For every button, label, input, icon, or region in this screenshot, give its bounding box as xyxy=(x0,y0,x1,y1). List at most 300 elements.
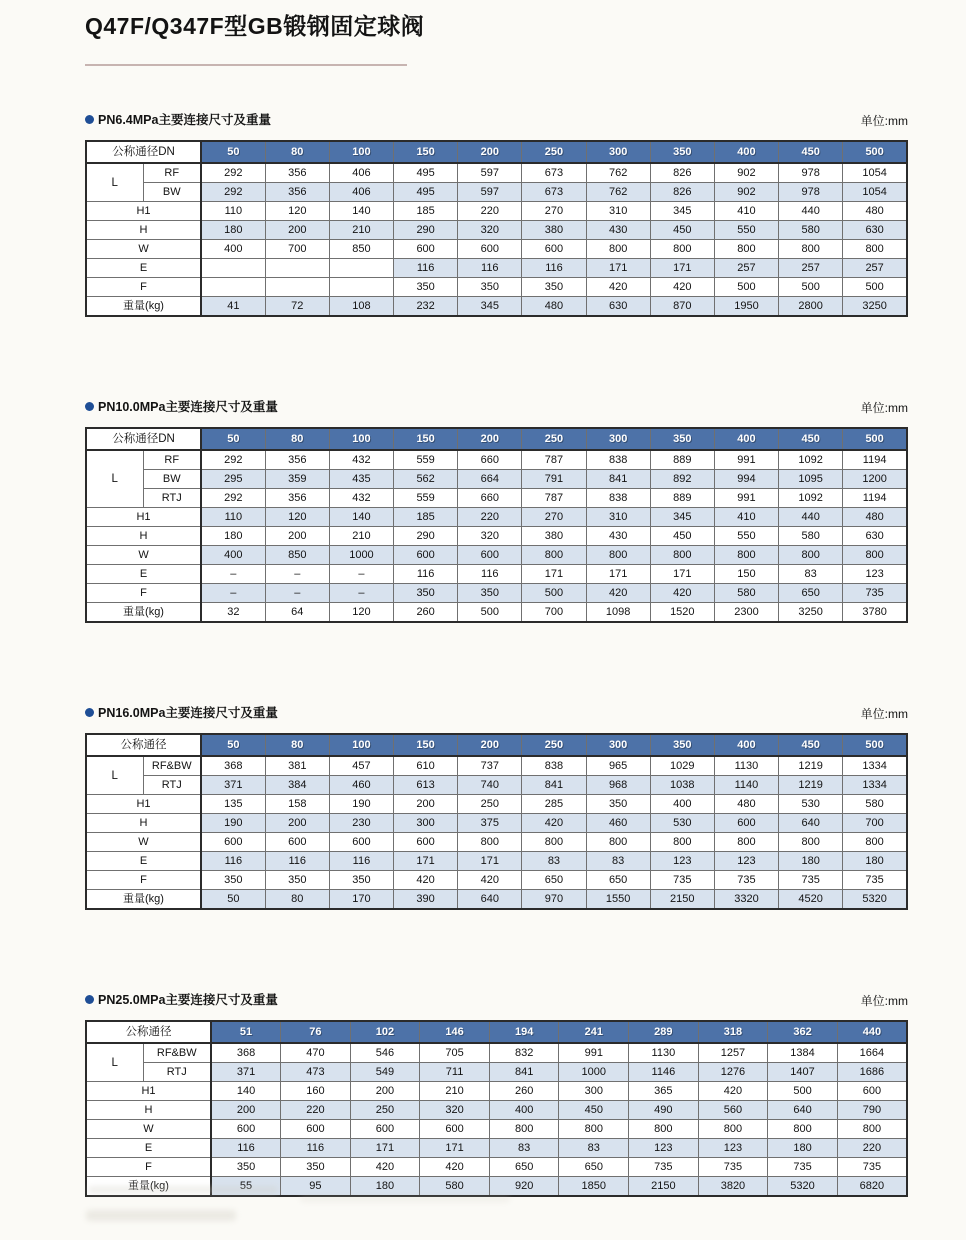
table-cell: 432 xyxy=(329,489,393,508)
table-cell: 420 xyxy=(650,584,714,603)
table-cell: 5320 xyxy=(768,1177,838,1197)
table-cell: 3320 xyxy=(714,890,778,910)
table-cell: 140 xyxy=(211,1082,281,1101)
table-cell: 838 xyxy=(586,489,650,508)
table-cell: 711 xyxy=(420,1063,490,1082)
table-cell: 4520 xyxy=(779,890,843,910)
table-cell: 380 xyxy=(522,221,586,240)
table-row xyxy=(86,1120,907,1139)
table-cell: 171 xyxy=(394,852,458,871)
table-cell: 260 xyxy=(489,1082,559,1101)
table-cell: 700 xyxy=(522,603,586,623)
table-cell: 257 xyxy=(779,259,843,278)
row-label: F xyxy=(86,278,201,297)
row-label: H1 xyxy=(86,795,201,814)
row-label: F xyxy=(86,1158,211,1177)
column-header: 80 xyxy=(265,428,329,450)
table-cell: 460 xyxy=(329,776,393,795)
table-cell: 230 xyxy=(329,814,393,833)
table-cell: – xyxy=(265,565,329,584)
table-cell: 158 xyxy=(265,795,329,814)
table-cell: 350 xyxy=(265,871,329,890)
table-cell: 600 xyxy=(394,833,458,852)
table-cell: 3250 xyxy=(779,603,843,623)
row-label: 重量(kg) xyxy=(86,1177,211,1197)
column-header: 51 xyxy=(211,1021,281,1043)
table-cell: 800 xyxy=(837,1120,907,1139)
table-cell: 800 xyxy=(629,1120,699,1139)
table-row xyxy=(86,278,907,297)
table-cell: 371 xyxy=(201,776,265,795)
table-cell: 640 xyxy=(779,814,843,833)
table-cell: 180 xyxy=(779,852,843,871)
table-cell: 170 xyxy=(329,890,393,910)
table-cell: 762 xyxy=(586,183,650,202)
table-cell: 250 xyxy=(350,1101,420,1120)
table-cell: 800 xyxy=(586,240,650,259)
table-row xyxy=(86,527,907,546)
row-label: RF&BW xyxy=(143,756,201,776)
table-cell: 800 xyxy=(522,833,586,852)
table-cell: 95 xyxy=(281,1177,351,1197)
section-title xyxy=(85,397,278,416)
table-cell: 210 xyxy=(420,1082,490,1101)
table-cell: 160 xyxy=(281,1082,351,1101)
column-header: 250 xyxy=(522,734,586,756)
row-label: 重量(kg) xyxy=(86,603,201,623)
table-cell: 1276 xyxy=(698,1063,768,1082)
table-cell: 549 xyxy=(350,1063,420,1082)
table-cell: 1092 xyxy=(779,489,843,508)
table-cell: 735 xyxy=(629,1158,699,1177)
column-header: 241 xyxy=(559,1021,629,1043)
table-cell: 580 xyxy=(714,584,778,603)
table-cell: 320 xyxy=(458,527,522,546)
table-cell: 490 xyxy=(629,1101,699,1120)
bullet-icon xyxy=(85,402,94,411)
table-cell: 295 xyxy=(201,470,265,489)
table-cell: 356 xyxy=(265,183,329,202)
table-cell: 705 xyxy=(420,1043,490,1063)
table-cell: 735 xyxy=(698,1158,768,1177)
table-cell: 1146 xyxy=(629,1063,699,1082)
table-row xyxy=(86,814,907,833)
column-header: 318 xyxy=(698,1021,768,1043)
table-cell: 310 xyxy=(586,508,650,527)
table-cell: 500 xyxy=(458,603,522,623)
table-cell: 180 xyxy=(201,527,265,546)
table-cell: 365 xyxy=(629,1082,699,1101)
table-cell: 320 xyxy=(458,221,522,240)
table-slot xyxy=(85,427,908,623)
table-cell: 735 xyxy=(768,1158,838,1177)
table-cell: 791 xyxy=(522,470,586,489)
row-label: H xyxy=(86,221,201,240)
table-cell xyxy=(265,259,329,278)
table-row xyxy=(86,565,907,584)
table-cell: 345 xyxy=(458,297,522,317)
table-cell: 1130 xyxy=(714,756,778,776)
table-cell: 994 xyxy=(714,470,778,489)
table-row xyxy=(86,833,907,852)
group-label-cell: L xyxy=(86,163,143,202)
table-cell: 83 xyxy=(489,1139,559,1158)
table-cell: 970 xyxy=(522,890,586,910)
table-cell: 2150 xyxy=(650,890,714,910)
table-cell: 480 xyxy=(714,795,778,814)
column-header: 200 xyxy=(458,734,522,756)
table-cell: 600 xyxy=(458,240,522,259)
table-cell: 1000 xyxy=(329,546,393,565)
table-cell: 41 xyxy=(201,297,265,317)
table-cell: 630 xyxy=(843,527,907,546)
table-cell: 250 xyxy=(458,795,522,814)
table-cell: 116 xyxy=(211,1139,281,1158)
table-cell: 600 xyxy=(201,833,265,852)
table-cell: 495 xyxy=(394,163,458,183)
table-cell: 500 xyxy=(522,584,586,603)
table-cell: 180 xyxy=(843,852,907,871)
column-header: 350 xyxy=(650,428,714,450)
table-cell: 800 xyxy=(714,833,778,852)
table-row xyxy=(86,450,907,470)
table-cell: 83 xyxy=(522,852,586,871)
table-cell: 600 xyxy=(329,833,393,852)
table-row xyxy=(86,470,907,489)
table-cell xyxy=(201,259,265,278)
table-cell: 800 xyxy=(843,546,907,565)
table-cell: 450 xyxy=(559,1101,629,1120)
table-cell: 800 xyxy=(843,240,907,259)
table-cell: 5320 xyxy=(843,890,907,910)
table-row xyxy=(86,890,907,910)
table-cell: 171 xyxy=(586,259,650,278)
table-cell: 350 xyxy=(394,584,458,603)
section-pn10-0 xyxy=(85,397,908,623)
table-cell: 3250 xyxy=(843,297,907,317)
table-row xyxy=(86,221,907,240)
table-cell: 735 xyxy=(843,871,907,890)
section-title xyxy=(85,990,278,1009)
table-cell: 120 xyxy=(329,603,393,623)
table-cell: 1257 xyxy=(698,1043,768,1063)
table-cell: 171 xyxy=(586,565,650,584)
table-cell: 841 xyxy=(586,470,650,489)
group-label-cell: L xyxy=(86,756,143,795)
table-cell: 116 xyxy=(265,852,329,871)
row-label: F xyxy=(86,871,201,890)
table-cell: 116 xyxy=(394,565,458,584)
table-cell: 838 xyxy=(522,756,586,776)
table-cell: 356 xyxy=(265,450,329,470)
table-cell: 350 xyxy=(586,795,650,814)
table-cell: 171 xyxy=(650,259,714,278)
row-label: E xyxy=(86,1139,211,1158)
table-cell: 991 xyxy=(559,1043,629,1063)
row-label: H xyxy=(86,1101,211,1120)
table-cell: 210 xyxy=(329,527,393,546)
table-cell: 450 xyxy=(650,527,714,546)
table-cell: 841 xyxy=(522,776,586,795)
table-cell: 889 xyxy=(650,489,714,508)
table-cell: 660 xyxy=(458,450,522,470)
bullet-icon xyxy=(85,708,94,717)
table-cell: 350 xyxy=(458,584,522,603)
table-cell: 300 xyxy=(394,814,458,833)
table-cell: 200 xyxy=(350,1082,420,1101)
table-cell: 400 xyxy=(650,795,714,814)
table-cell: 787 xyxy=(522,489,586,508)
table-cell: 613 xyxy=(394,776,458,795)
column-header: 300 xyxy=(586,141,650,163)
column-header: 450 xyxy=(779,734,843,756)
table-cell: – xyxy=(329,565,393,584)
table-cell: 300 xyxy=(559,1082,629,1101)
table-cell: 800 xyxy=(650,240,714,259)
table-cell: 580 xyxy=(420,1177,490,1197)
column-header: 350 xyxy=(650,141,714,163)
row-label: 重量(kg) xyxy=(86,297,201,317)
table-cell: 1054 xyxy=(843,183,907,202)
table-cell: 116 xyxy=(329,852,393,871)
column-header: 500 xyxy=(843,734,907,756)
table-cell: 800 xyxy=(698,1120,768,1139)
column-header: 450 xyxy=(779,428,843,450)
table-cell: 64 xyxy=(265,603,329,623)
table-cell: 580 xyxy=(779,527,843,546)
table-row xyxy=(86,489,907,508)
row-label: W xyxy=(86,546,201,565)
table-cell: 1219 xyxy=(779,756,843,776)
table-cell: 673 xyxy=(522,183,586,202)
column-header: 50 xyxy=(201,734,265,756)
dimension-table xyxy=(85,140,908,317)
table-cell: 700 xyxy=(265,240,329,259)
table-cell: 500 xyxy=(768,1082,838,1101)
table-cell: 350 xyxy=(458,278,522,297)
table-cell: 440 xyxy=(779,202,843,221)
table-cell: 368 xyxy=(211,1043,281,1063)
table-row xyxy=(86,1139,907,1158)
table-cell: 432 xyxy=(329,450,393,470)
table-cell: 800 xyxy=(586,833,650,852)
column-header: 80 xyxy=(265,141,329,163)
column-header: 250 xyxy=(522,141,586,163)
column-header: 362 xyxy=(768,1021,838,1043)
table-cell: 400 xyxy=(201,546,265,565)
table-cell: 630 xyxy=(586,297,650,317)
table-cell: 257 xyxy=(843,259,907,278)
table-cell: 368 xyxy=(201,756,265,776)
column-header: 100 xyxy=(329,734,393,756)
table-cell: 841 xyxy=(489,1063,559,1082)
table-cell: 140 xyxy=(329,508,393,527)
unit-label: 单位:mm xyxy=(860,707,908,721)
table-cell: 1095 xyxy=(779,470,843,489)
row-label: F xyxy=(86,584,201,603)
table-cell: 640 xyxy=(458,890,522,910)
table-cell: 2150 xyxy=(629,1177,699,1197)
table-cell: 800 xyxy=(714,240,778,259)
table-cell: 220 xyxy=(837,1139,907,1158)
column-header: 450 xyxy=(779,141,843,163)
section-title xyxy=(85,703,278,722)
table-cell: 123 xyxy=(650,852,714,871)
table-cell: 345 xyxy=(650,202,714,221)
table-cell: 559 xyxy=(394,489,458,508)
table-cell: 171 xyxy=(458,852,522,871)
column-header: 400 xyxy=(714,141,778,163)
table-corner-header: 公称通径DN xyxy=(86,428,201,450)
table-row xyxy=(86,259,907,278)
table-cell: 123 xyxy=(843,565,907,584)
unit-label: 单位:mm xyxy=(860,401,908,415)
table-cell: 430 xyxy=(586,527,650,546)
table-cell: 600 xyxy=(394,546,458,565)
table-cell: 220 xyxy=(281,1101,351,1120)
table-cell: 381 xyxy=(265,756,329,776)
table-row xyxy=(86,603,907,623)
table-cell: 800 xyxy=(768,1120,838,1139)
table-cell: 190 xyxy=(201,814,265,833)
row-label: W xyxy=(86,833,201,852)
table-row xyxy=(86,871,907,890)
table-row xyxy=(86,852,907,871)
table-cell: 190 xyxy=(329,795,393,814)
column-header: 500 xyxy=(843,141,907,163)
table-cell: 420 xyxy=(458,871,522,890)
table-cell: 787 xyxy=(522,450,586,470)
table-cell: 420 xyxy=(698,1082,768,1101)
row-label: RF&BW xyxy=(143,1043,211,1063)
table-cell: 550 xyxy=(714,221,778,240)
table-cell: 1054 xyxy=(843,163,907,183)
table-cell: 123 xyxy=(698,1139,768,1158)
table-slot xyxy=(85,140,908,317)
row-label: E xyxy=(86,565,201,584)
section-title-text: PN6.4MPa主要连接尺寸及重量 xyxy=(98,113,271,127)
table-cell: 292 xyxy=(201,489,265,508)
table-cell: 135 xyxy=(201,795,265,814)
table-cell: 473 xyxy=(281,1063,351,1082)
table-cell: 120 xyxy=(265,508,329,527)
table-cell: 838 xyxy=(586,450,650,470)
table-cell: 480 xyxy=(843,202,907,221)
table-cell: 356 xyxy=(265,489,329,508)
table-cell: 220 xyxy=(458,508,522,527)
table-slot xyxy=(85,1020,908,1197)
table-cell: 1334 xyxy=(843,756,907,776)
table-cell: 270 xyxy=(522,202,586,221)
table-cell: 560 xyxy=(698,1101,768,1120)
table-row xyxy=(86,508,907,527)
table-cell: 597 xyxy=(458,183,522,202)
table-cell: 480 xyxy=(843,508,907,527)
table-cell: 257 xyxy=(714,259,778,278)
table-cell: 600 xyxy=(394,240,458,259)
column-header: 200 xyxy=(458,141,522,163)
table-cell: 735 xyxy=(779,871,843,890)
table-row xyxy=(86,240,907,259)
table-cell: 597 xyxy=(458,163,522,183)
table-cell: 6820 xyxy=(837,1177,907,1197)
column-header: 76 xyxy=(281,1021,351,1043)
table-cell: 1098 xyxy=(586,603,650,623)
table-cell: 580 xyxy=(843,795,907,814)
table-cell: 630 xyxy=(843,221,907,240)
table-cell: 740 xyxy=(458,776,522,795)
table-cell: 290 xyxy=(394,221,458,240)
table-cell: 978 xyxy=(779,183,843,202)
table-cell: 650 xyxy=(489,1158,559,1177)
column-header: 300 xyxy=(586,734,650,756)
section-title-text: PN16.0MPa主要连接尺寸及重量 xyxy=(98,706,278,720)
table-cell: 359 xyxy=(265,470,329,489)
table-cell: 610 xyxy=(394,756,458,776)
row-label: 重量(kg) xyxy=(86,890,201,910)
row-label: E xyxy=(86,259,201,278)
table-cell: 735 xyxy=(650,871,714,890)
table-cell: 889 xyxy=(650,450,714,470)
table-cell: 457 xyxy=(329,756,393,776)
table-row xyxy=(86,756,907,776)
page-title: Q47F/Q347F型GB锻钢固定球阀 xyxy=(85,13,425,39)
row-label: RTJ xyxy=(143,776,201,795)
table-cell: 800 xyxy=(779,546,843,565)
table-slot xyxy=(85,733,908,910)
table-cell: 384 xyxy=(265,776,329,795)
table-row xyxy=(86,1082,907,1101)
table-cell: 600 xyxy=(458,546,522,565)
row-label: RF xyxy=(143,163,201,183)
table-cell: 150 xyxy=(714,565,778,584)
table-cell: 350 xyxy=(281,1158,351,1177)
row-label: RF xyxy=(143,450,201,470)
table-cell: 600 xyxy=(522,240,586,259)
column-header: 150 xyxy=(394,734,458,756)
table-cell: 390 xyxy=(394,890,458,910)
table-cell: 292 xyxy=(201,450,265,470)
table-cell: 430 xyxy=(586,221,650,240)
table-cell: 735 xyxy=(714,871,778,890)
table-cell: 800 xyxy=(650,833,714,852)
row-label: BW xyxy=(143,183,201,202)
section-pn25-0 xyxy=(85,990,908,1197)
table-cell: 1200 xyxy=(843,470,907,489)
table-corner-header: 公称通径DN xyxy=(86,141,201,163)
table-row xyxy=(86,1158,907,1177)
table-cell: 120 xyxy=(265,202,329,221)
row-label: RTJ xyxy=(143,489,201,508)
table-cell: 1194 xyxy=(843,489,907,508)
table-cell: 800 xyxy=(489,1120,559,1139)
table-cell: 480 xyxy=(522,297,586,317)
table-cell: 826 xyxy=(650,183,714,202)
table-cell: 285 xyxy=(522,795,586,814)
table-cell: 1384 xyxy=(768,1043,838,1063)
column-header: 250 xyxy=(522,428,586,450)
table-cell: 968 xyxy=(586,776,650,795)
table-cell: 440 xyxy=(779,508,843,527)
column-header: 400 xyxy=(714,428,778,450)
table-cell: 1038 xyxy=(650,776,714,795)
table-cell: 116 xyxy=(281,1139,351,1158)
table-cell: 1000 xyxy=(559,1063,629,1082)
row-label: H1 xyxy=(86,1082,211,1101)
table-cell: 600 xyxy=(837,1082,907,1101)
table-cell: 600 xyxy=(281,1120,351,1139)
table-cell: 50 xyxy=(201,890,265,910)
